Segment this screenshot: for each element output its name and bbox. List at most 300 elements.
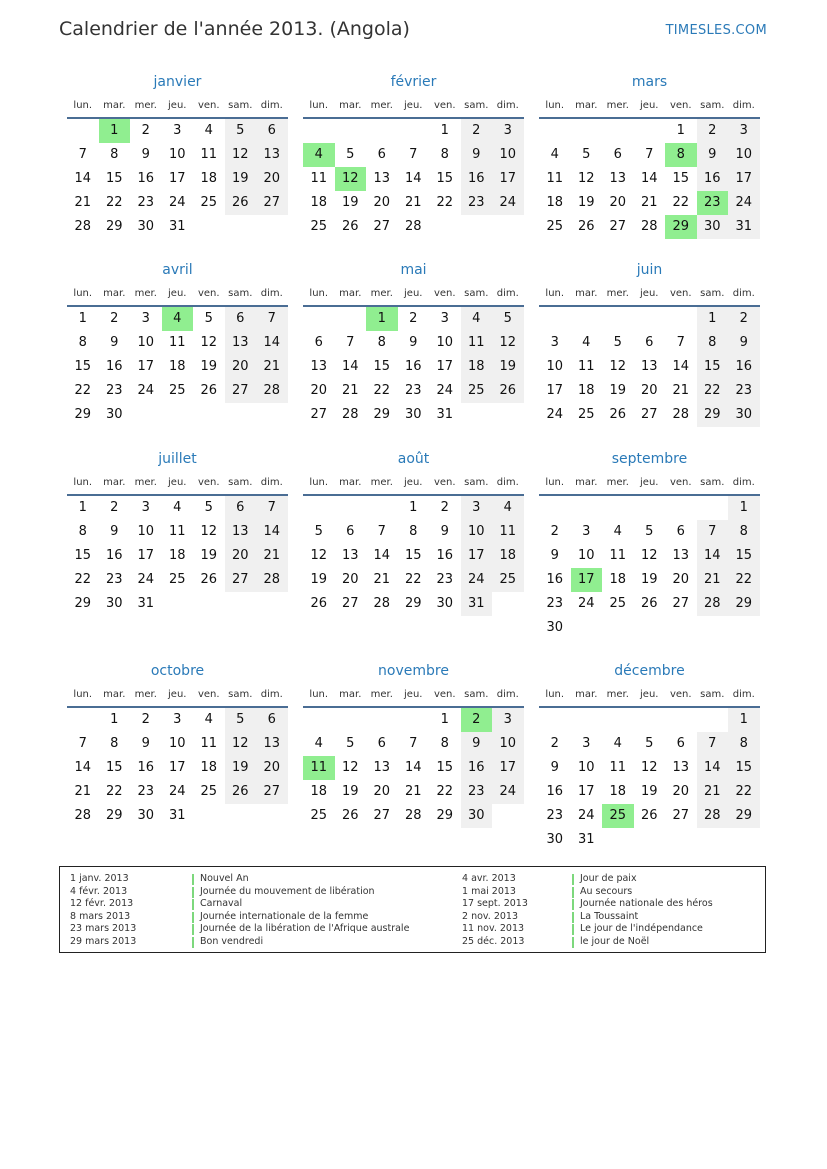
day-cell: 8	[110, 736, 119, 751]
holiday-day-cell: 8	[665, 143, 697, 167]
day-cell: 2	[141, 712, 150, 727]
weekday-label: lun.	[309, 100, 329, 111]
day-cell: 29	[74, 596, 92, 611]
day-cell: 21	[697, 568, 729, 592]
day-cell: 13	[672, 548, 690, 563]
day-cell: 20	[256, 756, 288, 780]
day-cell: 2	[550, 524, 559, 539]
weekday-label: sam.	[228, 689, 253, 700]
day-cell: 26	[577, 219, 595, 234]
day-cell: 30	[105, 407, 123, 422]
day-cell: 28	[256, 568, 288, 592]
day-cell: 17	[577, 784, 595, 799]
holiday-name: Journée du mouvement de libération	[200, 885, 375, 897]
day-cell: 10	[728, 143, 760, 167]
day-cell: 20	[341, 572, 359, 587]
day-cell: 25	[200, 784, 218, 799]
day-cell: 12	[310, 548, 328, 563]
weekday-label: lun.	[545, 477, 565, 488]
day-cell: 11	[492, 520, 524, 544]
day-cell: 15	[404, 548, 422, 563]
day-cell: 16	[697, 167, 729, 191]
day-cell: 25	[310, 219, 328, 234]
holiday-day-cell: 11	[303, 756, 335, 780]
weekday-label: ven.	[433, 288, 456, 299]
day-cell: 26	[310, 596, 328, 611]
weekday-label: mar.	[575, 100, 598, 111]
day-cell: 27	[672, 808, 690, 823]
weekday-label: mer.	[606, 477, 629, 488]
day-cell: 21	[697, 780, 729, 804]
weekday-label: ven.	[669, 477, 692, 488]
day-cell: 14	[74, 171, 92, 186]
weekday-label: dim.	[732, 288, 755, 299]
day-cell: 25	[461, 379, 493, 403]
weekday-label: dim.	[732, 100, 755, 111]
day-cell: 20	[640, 383, 658, 398]
days-grid	[67, 496, 288, 616]
day-cell: 28	[697, 804, 729, 828]
day-cell: 13	[341, 548, 359, 563]
legend-row	[462, 873, 762, 886]
weekday-label: mar.	[575, 288, 598, 299]
day-cell: 10	[137, 524, 155, 539]
day-cell: 6	[225, 496, 257, 520]
day-cell: 26	[200, 572, 218, 587]
day-cell: 9	[550, 760, 559, 775]
day-cell: 12	[225, 143, 257, 167]
day-cell: 11	[200, 147, 218, 162]
holiday-date: 4 avr. 2013	[462, 873, 516, 884]
day-cell: 20	[373, 784, 391, 799]
day-cell: 25	[609, 596, 627, 611]
day-cell: 22	[105, 784, 123, 799]
month-name: mars	[631, 74, 668, 90]
day-cell: 21	[74, 784, 92, 799]
weekday-label: lun.	[545, 100, 565, 111]
weekday-label: dim.	[496, 288, 519, 299]
day-cell: 23	[137, 195, 155, 210]
day-cell: 28	[74, 219, 92, 234]
day-cell: 22	[373, 383, 391, 398]
month-calendar	[539, 449, 760, 661]
day-cell: 10	[461, 520, 493, 544]
day-cell: 22	[74, 383, 92, 398]
weekday-label: dim.	[732, 689, 755, 700]
legend-row	[70, 873, 450, 886]
day-cell: 9	[440, 524, 449, 539]
day-cell: 26	[200, 383, 218, 398]
month-calendar	[67, 72, 288, 260]
day-cell: 13	[256, 732, 288, 756]
brand-logo[interactable]: TIMESLES.COM	[665, 23, 767, 38]
holiday-name: Carnaval	[200, 898, 243, 909]
weekday-label: lun.	[545, 288, 565, 299]
day-cell: 22	[697, 379, 729, 403]
month-calendar	[303, 449, 524, 661]
day-cell: 9	[141, 147, 150, 162]
day-cell: 3	[492, 119, 524, 143]
weekday-header	[539, 473, 760, 496]
holiday-day-cell: 29	[665, 215, 697, 239]
day-cell: 16	[137, 760, 155, 775]
weekday-label: dim.	[260, 288, 283, 299]
day-cell: 14	[256, 331, 288, 355]
day-cell: 21	[404, 784, 422, 799]
day-cell: 4	[204, 123, 213, 138]
day-cell: 6	[225, 307, 257, 331]
day-cell: 23	[546, 596, 564, 611]
holiday-day-cell: 2	[461, 708, 493, 732]
weekday-label: ven.	[197, 689, 220, 700]
empty-cell	[539, 496, 571, 520]
day-cell: 3	[173, 123, 182, 138]
day-cell: 11	[168, 524, 186, 539]
legend-column-right	[462, 873, 762, 948]
weekday-label: sam.	[228, 100, 253, 111]
day-cell: 26	[640, 596, 658, 611]
day-cell: 19	[225, 167, 257, 191]
month-calendar	[303, 72, 524, 260]
day-cell: 27	[609, 219, 627, 234]
holiday-day-cell: 4	[162, 307, 194, 331]
day-cell: 17	[168, 171, 186, 186]
day-cell: 17	[461, 544, 493, 568]
holiday-marker	[192, 874, 194, 885]
day-cell: 14	[697, 756, 729, 780]
holiday-date: 1 mai 2013	[462, 885, 516, 897]
weekday-label: dim.	[496, 689, 519, 700]
day-cell: 17	[137, 359, 155, 374]
days-grid	[539, 307, 760, 427]
day-cell: 15	[105, 760, 123, 775]
days-grid	[303, 307, 524, 427]
day-cell: 14	[341, 359, 359, 374]
day-cell: 29	[697, 403, 729, 427]
month-calendar	[539, 661, 760, 873]
holiday-marker	[572, 899, 574, 910]
day-cell: 28	[373, 596, 391, 611]
weekday-label: mer.	[134, 100, 157, 111]
weekday-label: jeu.	[640, 689, 659, 700]
day-cell: 11	[310, 171, 328, 186]
weekday-label: jeu.	[404, 477, 423, 488]
holiday-name: le jour de Noël	[580, 935, 650, 947]
weekday-label: lun.	[309, 689, 329, 700]
day-cell: 6	[377, 736, 386, 751]
day-cell: 27	[225, 379, 257, 403]
holiday-marker	[192, 899, 194, 910]
day-cell: 11	[577, 359, 595, 374]
day-cell: 11	[461, 331, 493, 355]
day-cell: 28	[404, 219, 422, 234]
day-cell: 16	[105, 548, 123, 563]
day-cell: 22	[728, 780, 760, 804]
days-grid	[67, 708, 288, 828]
day-cell: 9	[409, 335, 418, 350]
day-cell: 16	[728, 355, 760, 379]
empty-cell	[697, 496, 729, 520]
day-cell: 12	[341, 760, 359, 775]
day-cell: 27	[341, 596, 359, 611]
day-cell: 9	[461, 732, 493, 756]
empty-cell	[602, 496, 634, 520]
weekday-label: dim.	[732, 477, 755, 488]
day-cell: 8	[728, 520, 760, 544]
day-cell: 13	[225, 331, 257, 355]
day-cell: 15	[728, 756, 760, 780]
empty-cell	[634, 708, 666, 732]
holiday-marker	[192, 937, 194, 948]
day-cell: 27	[310, 407, 328, 422]
day-cell: 3	[461, 496, 493, 520]
month-name: avril	[162, 262, 193, 278]
weekday-label: mer.	[370, 100, 393, 111]
day-cell: 10	[492, 732, 524, 756]
weekday-label: lun.	[309, 477, 329, 488]
empty-cell	[398, 119, 430, 143]
weekday-header	[303, 284, 524, 307]
day-cell: 15	[436, 760, 454, 775]
weekday-label: sam.	[464, 689, 489, 700]
days-grid	[539, 708, 760, 852]
day-cell: 30	[697, 215, 729, 239]
holiday-marker	[572, 937, 574, 948]
day-cell: 23	[728, 379, 760, 403]
weekday-label: lun.	[73, 288, 93, 299]
day-cell: 19	[225, 756, 257, 780]
month-name: janvier	[153, 74, 202, 90]
day-cell: 1	[409, 500, 418, 515]
empty-cell	[366, 708, 398, 732]
day-cell: 29	[728, 592, 760, 616]
day-cell: 18	[461, 355, 493, 379]
weekday-header	[303, 473, 524, 496]
day-cell: 23	[404, 383, 422, 398]
day-cell: 21	[256, 544, 288, 568]
day-cell: 19	[341, 195, 359, 210]
holiday-name: Au secours	[580, 885, 633, 897]
day-cell: 19	[640, 784, 658, 799]
day-cell: 4	[613, 524, 622, 539]
day-cell: 4	[550, 147, 559, 162]
empty-cell	[634, 307, 666, 331]
empty-cell	[366, 119, 398, 143]
day-cell: 17	[492, 167, 524, 191]
day-cell: 24	[168, 784, 186, 799]
day-cell: 13	[310, 359, 328, 374]
day-cell: 20	[672, 784, 690, 799]
day-cell: 7	[256, 496, 288, 520]
day-cell: 5	[204, 500, 213, 515]
day-cell: 17	[728, 167, 760, 191]
weekday-label: sam.	[700, 477, 725, 488]
day-cell: 20	[310, 383, 328, 398]
day-cell: 11	[546, 171, 564, 186]
day-cell: 17	[492, 756, 524, 780]
day-cell: 5	[645, 736, 654, 751]
day-cell: 24	[492, 780, 524, 804]
day-cell: 4	[582, 335, 591, 350]
day-cell: 10	[436, 335, 454, 350]
day-cell: 27	[373, 219, 391, 234]
day-cell: 14	[672, 359, 690, 374]
day-cell: 27	[256, 191, 288, 215]
weekday-label: mar.	[339, 477, 362, 488]
empty-cell	[398, 708, 430, 732]
holiday-name: Journée nationale des héros	[580, 898, 713, 909]
holiday-name: Le jour de l'indépendance	[580, 923, 703, 934]
day-cell: 15	[728, 544, 760, 568]
day-cell: 26	[341, 808, 359, 823]
day-cell: 10	[492, 143, 524, 167]
weekday-label: sam.	[700, 288, 725, 299]
day-cell: 29	[373, 407, 391, 422]
day-cell: 7	[645, 147, 654, 162]
weekday-header	[67, 685, 288, 708]
day-cell: 16	[461, 167, 493, 191]
day-cell: 3	[492, 708, 524, 732]
day-cell: 25	[310, 808, 328, 823]
day-cell: 4	[314, 736, 323, 751]
day-cell: 24	[436, 383, 454, 398]
day-cell: 28	[341, 407, 359, 422]
day-cell: 1	[728, 496, 760, 520]
day-cell: 9	[110, 335, 119, 350]
day-cell: 16	[546, 572, 564, 587]
day-cell: 11	[200, 736, 218, 751]
empty-cell	[634, 496, 666, 520]
day-cell: 26	[609, 407, 627, 422]
day-cell: 24	[577, 808, 595, 823]
legend-column-left	[70, 873, 450, 948]
empty-cell	[697, 708, 729, 732]
legend-row	[462, 923, 762, 936]
day-cell: 9	[110, 524, 119, 539]
day-cell: 15	[105, 171, 123, 186]
day-cell: 7	[78, 147, 87, 162]
holiday-date: 4 févr. 2013	[70, 885, 128, 897]
holiday-date: 2 nov. 2013	[462, 910, 518, 922]
day-cell: 6	[676, 736, 685, 751]
day-cell: 23	[436, 572, 454, 587]
empty-cell	[634, 119, 666, 143]
month-calendar	[539, 72, 760, 260]
holiday-day-cell: 23	[697, 191, 729, 215]
weekday-label: jeu.	[404, 689, 423, 700]
holiday-date: 1 janv. 2013	[70, 873, 129, 884]
weekday-label: jeu.	[640, 288, 659, 299]
day-cell: 29	[105, 808, 123, 823]
day-cell: 1	[728, 708, 760, 732]
holiday-day-cell: 1	[99, 119, 131, 143]
day-cell: 8	[377, 335, 386, 350]
day-cell: 9	[728, 331, 760, 355]
day-cell: 27	[256, 780, 288, 804]
legend-row	[462, 898, 762, 911]
day-cell: 28	[697, 592, 729, 616]
day-cell: 7	[78, 736, 87, 751]
day-cell: 15	[672, 171, 690, 186]
day-cell: 16	[137, 171, 155, 186]
day-cell: 4	[613, 736, 622, 751]
day-cell: 26	[225, 191, 257, 215]
day-cell: 7	[256, 307, 288, 331]
day-cell: 25	[168, 572, 186, 587]
legend-row	[462, 911, 762, 924]
weekday-header	[67, 96, 288, 119]
weekday-label: jeu.	[640, 100, 659, 111]
day-cell: 3	[440, 311, 449, 326]
day-cell: 6	[377, 147, 386, 162]
legend-row	[70, 898, 450, 911]
day-cell: 4	[492, 496, 524, 520]
holiday-day-cell: 4	[303, 143, 335, 167]
legend-row	[70, 936, 450, 949]
weekday-label: sam.	[464, 288, 489, 299]
day-cell: 22	[436, 195, 454, 210]
month-calendar	[67, 661, 288, 873]
day-cell: 18	[310, 195, 328, 210]
holiday-marker	[572, 887, 574, 898]
day-cell: 23	[461, 191, 493, 215]
day-cell: 11	[168, 335, 186, 350]
day-cell: 13	[609, 171, 627, 186]
day-cell: 31	[577, 832, 595, 847]
day-cell: 24	[492, 191, 524, 215]
weekday-label: lun.	[73, 689, 93, 700]
month-name: août	[397, 451, 430, 467]
holiday-day-cell: 25	[602, 804, 634, 828]
holiday-marker	[572, 924, 574, 935]
holiday-date: 12 févr. 2013	[70, 898, 134, 909]
weekday-label: lun.	[73, 100, 93, 111]
holiday-marker	[192, 887, 194, 898]
month-name: octobre	[150, 663, 205, 679]
holiday-marker	[572, 912, 574, 923]
weekday-header	[539, 284, 760, 307]
weekday-label: lun.	[309, 288, 329, 299]
day-cell: 21	[672, 383, 690, 398]
day-cell: 22	[672, 195, 690, 210]
day-cell: 15	[697, 355, 729, 379]
day-cell: 22	[74, 572, 92, 587]
day-cell: 11	[609, 760, 627, 775]
day-cell: 23	[105, 383, 123, 398]
weekday-header	[67, 284, 288, 307]
day-cell: 9	[550, 548, 559, 563]
day-cell: 29	[74, 407, 92, 422]
day-cell: 29	[404, 596, 422, 611]
day-cell: 15	[436, 171, 454, 186]
day-cell: 28	[640, 219, 658, 234]
day-cell: 14	[697, 544, 729, 568]
day-cell: 12	[200, 335, 218, 350]
day-cell: 2	[141, 123, 150, 138]
empty-cell	[67, 708, 99, 732]
day-cell: 16	[436, 548, 454, 563]
weekday-header	[539, 96, 760, 119]
weekday-label: mar.	[103, 288, 126, 299]
holiday-day-cell: 17	[571, 568, 603, 592]
day-cell: 14	[256, 520, 288, 544]
day-cell: 13	[640, 359, 658, 374]
day-cell: 13	[672, 760, 690, 775]
weekday-label: mer.	[134, 477, 157, 488]
day-cell: 18	[168, 548, 186, 563]
day-cell: 20	[225, 355, 257, 379]
day-cell: 2	[110, 311, 119, 326]
